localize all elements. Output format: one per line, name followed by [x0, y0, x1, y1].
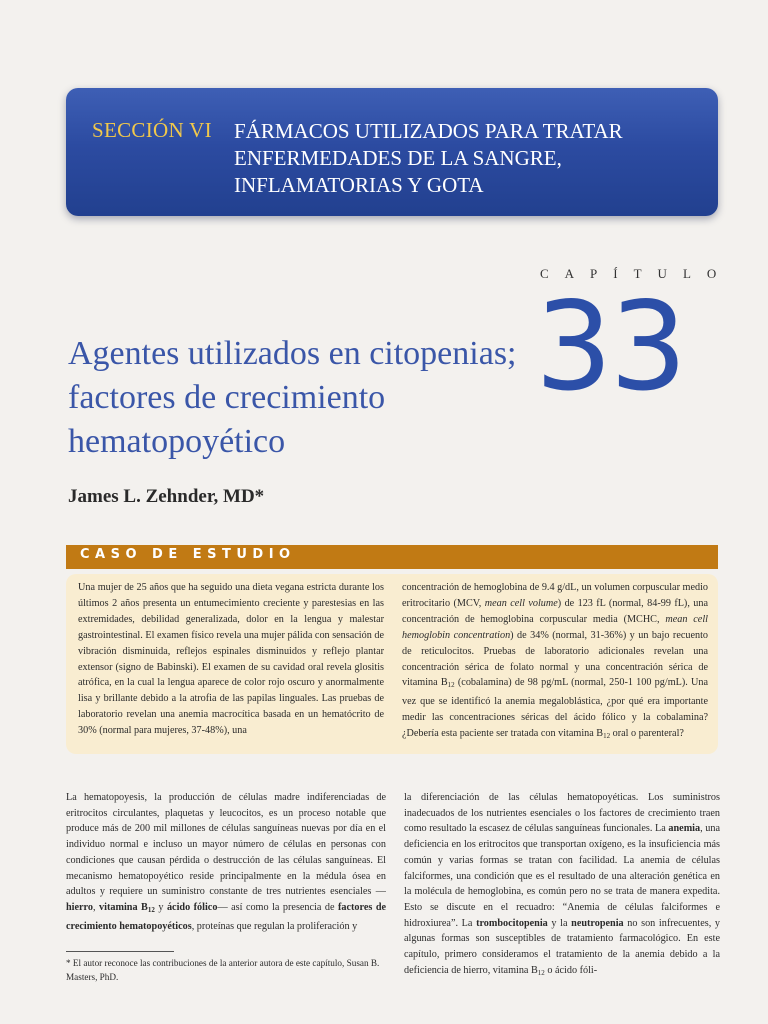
text-run-bold: neutropenia	[571, 917, 624, 929]
text-run: y la	[547, 917, 572, 929]
section-label: SECCIÓN VI	[92, 118, 212, 142]
text-run: concentración de hemoglobina de 9.4 g/dL, un volumen corpuscular medio eritrocitario (MCV,	[402, 582, 708, 609]
chapter-title: Agentes utilizados en citopenias; factores de crecimiento hematopoyético	[68, 335, 517, 460]
section-title: FÁRMACOS UTILIZADOS PARA TRATAR ENFERMEDADES DE LA SANGRE, INFLAMATORIAS Y GOTA	[234, 119, 623, 197]
footnote-divider	[66, 951, 174, 952]
body-paragraph	[66, 790, 386, 934]
case-study-right-text	[402, 580, 708, 745]
text-run-bold: ácido fólico	[166, 901, 218, 913]
text-run: ,	[92, 901, 100, 913]
text-run: no son infrecuentes, y algunas formas son susceptibles de tratamiento farmacológico. En este capítulo, primero consideramos el tratamiento de la anemia debido a la deficiencia de hierro, vitamina B	[404, 917, 720, 976]
text-run: oral o parenteral?	[610, 728, 684, 740]
chapter-number: 33	[535, 276, 685, 418]
subscript: 12	[147, 905, 155, 914]
text-run: , una deficiencia en los eritrocitos que transportan oxígeno, es la insuficiencia más común y varias formas se tratan con facilidad. La anemia de células falciformes, una condición que es el resultado de una alteración genética en la molécula de hemoglobina, es común pero no se trata de manera expedita. Esto se discute en el recuadro: “Anemia de células falciformes e hidroxiurea”. La	[404, 823, 720, 929]
body-left-column	[66, 790, 386, 934]
text-run-bold: factores de crecimiento hematopoyéticos	[66, 901, 387, 932]
text-run-bold: vitamina B	[99, 901, 148, 913]
chapter-author: James L. Zehnder, MD*	[68, 486, 265, 507]
text-run: ) de 34% (normal, 31-36%) y un bajo recuento de reticulocitos. Pruebas de laboratorio adicionales revelan una concentración sérica de folato normal y una concentración sérica de vitamina B	[402, 629, 709, 689]
text-run-bold: hierro	[66, 901, 93, 913]
case-study-right-column	[402, 580, 708, 745]
text-run: la diferenciación de las células hematopoyéticas. Los suministros inadecuados de los nutrientes esenciales o los factores de crecimiento traen como resultado la escasez de células sanguíneas funcionales. La	[404, 792, 720, 835]
text-run-italic: mean cell hemoglobin concentration	[402, 613, 708, 641]
section-banner	[66, 88, 718, 216]
case-study-left-text: Una mujer de 25 años que ha seguido una dieta vegana estricta durante los últimos 2 años presenta un entumecimiento creciente y parestesias en las extremidades, debilidad generalizada, dolor en la lengua y malestar gastrointestinal. El examen físico revela una mujer pálida con sensación de vibración disminuida, reflejos espinales disminuidos y reflejo plantar extensor (signo de Babinski). El examen de su cavidad oral revela glositis atrófica, en la cual la lengua aparece de color rojo oscuro y anormalmente lisa y brillante debido a la atrofia de las papilas linguales. Las pruebas de laboratorio revelan una anemia macrocítica basada en un hematócrito de 30% (normal para mujeres, 37-48%), una	[78, 582, 384, 737]
text-run-bold: anemia	[668, 823, 701, 835]
subscript: 12	[447, 681, 455, 690]
case-study-heading: CASO DE ESTUDIO	[80, 547, 296, 562]
subscript: 12	[537, 968, 545, 977]
text-run: y	[154, 901, 167, 913]
case-study-left-column	[78, 580, 384, 739]
case-study-header	[66, 545, 718, 569]
chapter-label: CAPÍTULO	[540, 266, 733, 281]
text-run: (cobalamina) de 98 pg/mL (normal, 250-1 100 pg/mL). Una vez que se identificó la anemia megaloblástica, ¿por qué era importante medir las concentraciones séricas del ácido fólico y la cobalamina? ¿Debería esta paciente ser tratada con vitamina B	[402, 677, 708, 740]
text-run: ) de 123 fL (normal, 84-99 fL), una concentración de hemoglobina corpuscular media (MCHC,	[402, 597, 708, 625]
text-run: La hematopoyesis, la producción de células madre indiferenciadas de eritrocitos circulantes, plaquetas y leucocitos, es un proceso notable que produce más de 200 mil millones de células sanguíneas nuevas por día en el individuo normal e incluso un mayor número de células en personas con condiciones que causan pérdida o destrucción de las células sanguíneas. El mecanismo hematopoyético reside principalmente en la médula ósea en adultos y requiere un suministro constante de tres nutrientes esenciales —	[66, 792, 386, 898]
body-right-column	[404, 790, 720, 981]
text-run-italic: mean cell volume	[484, 597, 558, 609]
text-run: o ácido fóli-	[544, 964, 598, 976]
text-run: , proteínas que regulan la proliferación y	[191, 920, 358, 932]
text-run-bold: trombocitopenia	[476, 917, 548, 929]
text-run: — así como la presencia de	[217, 901, 339, 913]
footnote: * El autor reconoce las contribuciones de la anterior autora de este capítulo, Susan B. Masters, PhD.	[66, 958, 380, 982]
case-study-box	[66, 574, 718, 754]
subscript: 12	[603, 732, 611, 741]
body-paragraph	[404, 790, 720, 981]
